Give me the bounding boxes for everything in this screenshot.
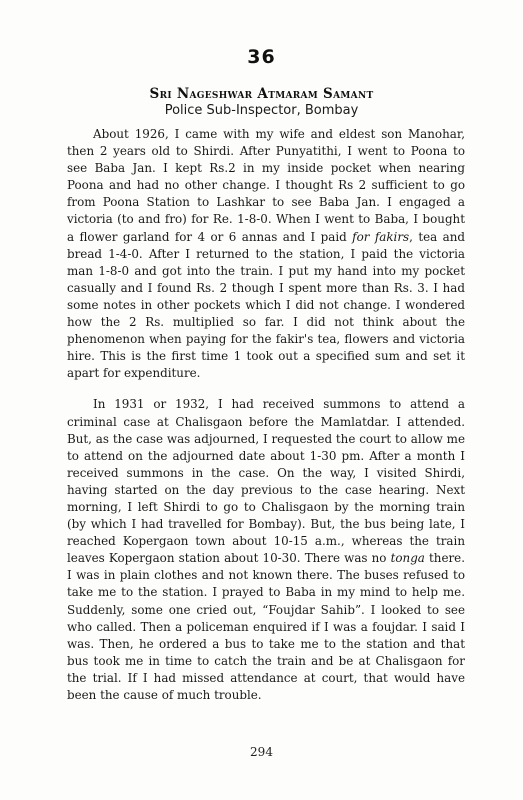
paragraph-2-italic-tonga: tonga bbox=[390, 551, 425, 566]
page-number: 294 bbox=[250, 745, 273, 759]
paragraph-1-text-a: About 1926, I came with my wife and eldest son Manohar, then 2 years old to Shirdi. After Punyatithi, I went to Poona to see Baba Jan. I kept Rs.2 in my inside pocket when nearing Poona and had no other change. I thought Rs 2 sufficient to go from Poona Station to Lashkar to see Baba Jan. I engaged a victoria (to and fro) for Re. 1-8-0. When I went to Baba, I bought a flower garland for 4 or 6 annas and I paid bbox=[67, 127, 465, 244]
paragraph-1 bbox=[67, 126, 465, 382]
body-text bbox=[67, 126, 465, 718]
paragraph-1-text-b: , tea and bread 1-4-0. After I returned to the station, I paid the victoria man 1-8-0 and got into the train. I put my hand into my pocket casually and I found Rs. 2 though I spent more than Rs. 3. I had some notes in other pockets which I did not change. I wondered how the 2 Rs. multiplied so far. I did not think about the phenomenon when paying for the fakir's tea, flowers and victoria hire. This is the first time 1 took out a specified sum and set it apart for expenditure. bbox=[67, 229, 465, 381]
paragraph-2-text-b: there. I was in plain clothes and not known there. The buses refused to take me to the station. I prayed to Baba in my mind to help me. Suddenly, some one cried out, “Foujdar Sahib”. I looked to see who called. Then a policeman enquired if I was a foujdar. I said I was. Then, he ordered a bus to take me to the station and that bus took me in time to catch the train and be at Chalisgaon for the trial. If I had missed attendance at court, that would have been the cause of much trouble. bbox=[67, 551, 465, 702]
paragraph-2-text-a: In 1931 or 1932, I had received summons to attend a criminal case at Chalisgaon before the Mamlatdar. I attended. But, as the case was adjourned, I requested the court to allow me to attend on the adjourned date about 1-30 pm. After a month I received summons in the case. On the way, I visited Shirdi, having started on the day previous to the case hearing. Next morning, I left Shirdi to go to Chalisgaon by the morning train (by which I had travelled for Bombay). But, the bus being late, I reached Kopergaon town about 10-15 a.m., whereas the train leaves Kopergaon station about 10-30. There was no bbox=[67, 397, 465, 566]
author-role: Police Sub-Inspector, Bombay bbox=[164, 103, 359, 118]
author-name: Sri Nageshwar Atmaram Samant bbox=[149, 86, 374, 102]
paragraph-1-italic-for-fakirs: for fakirs bbox=[352, 229, 410, 244]
paragraph-2 bbox=[67, 396, 465, 704]
chapter-number: 36 bbox=[247, 46, 276, 68]
